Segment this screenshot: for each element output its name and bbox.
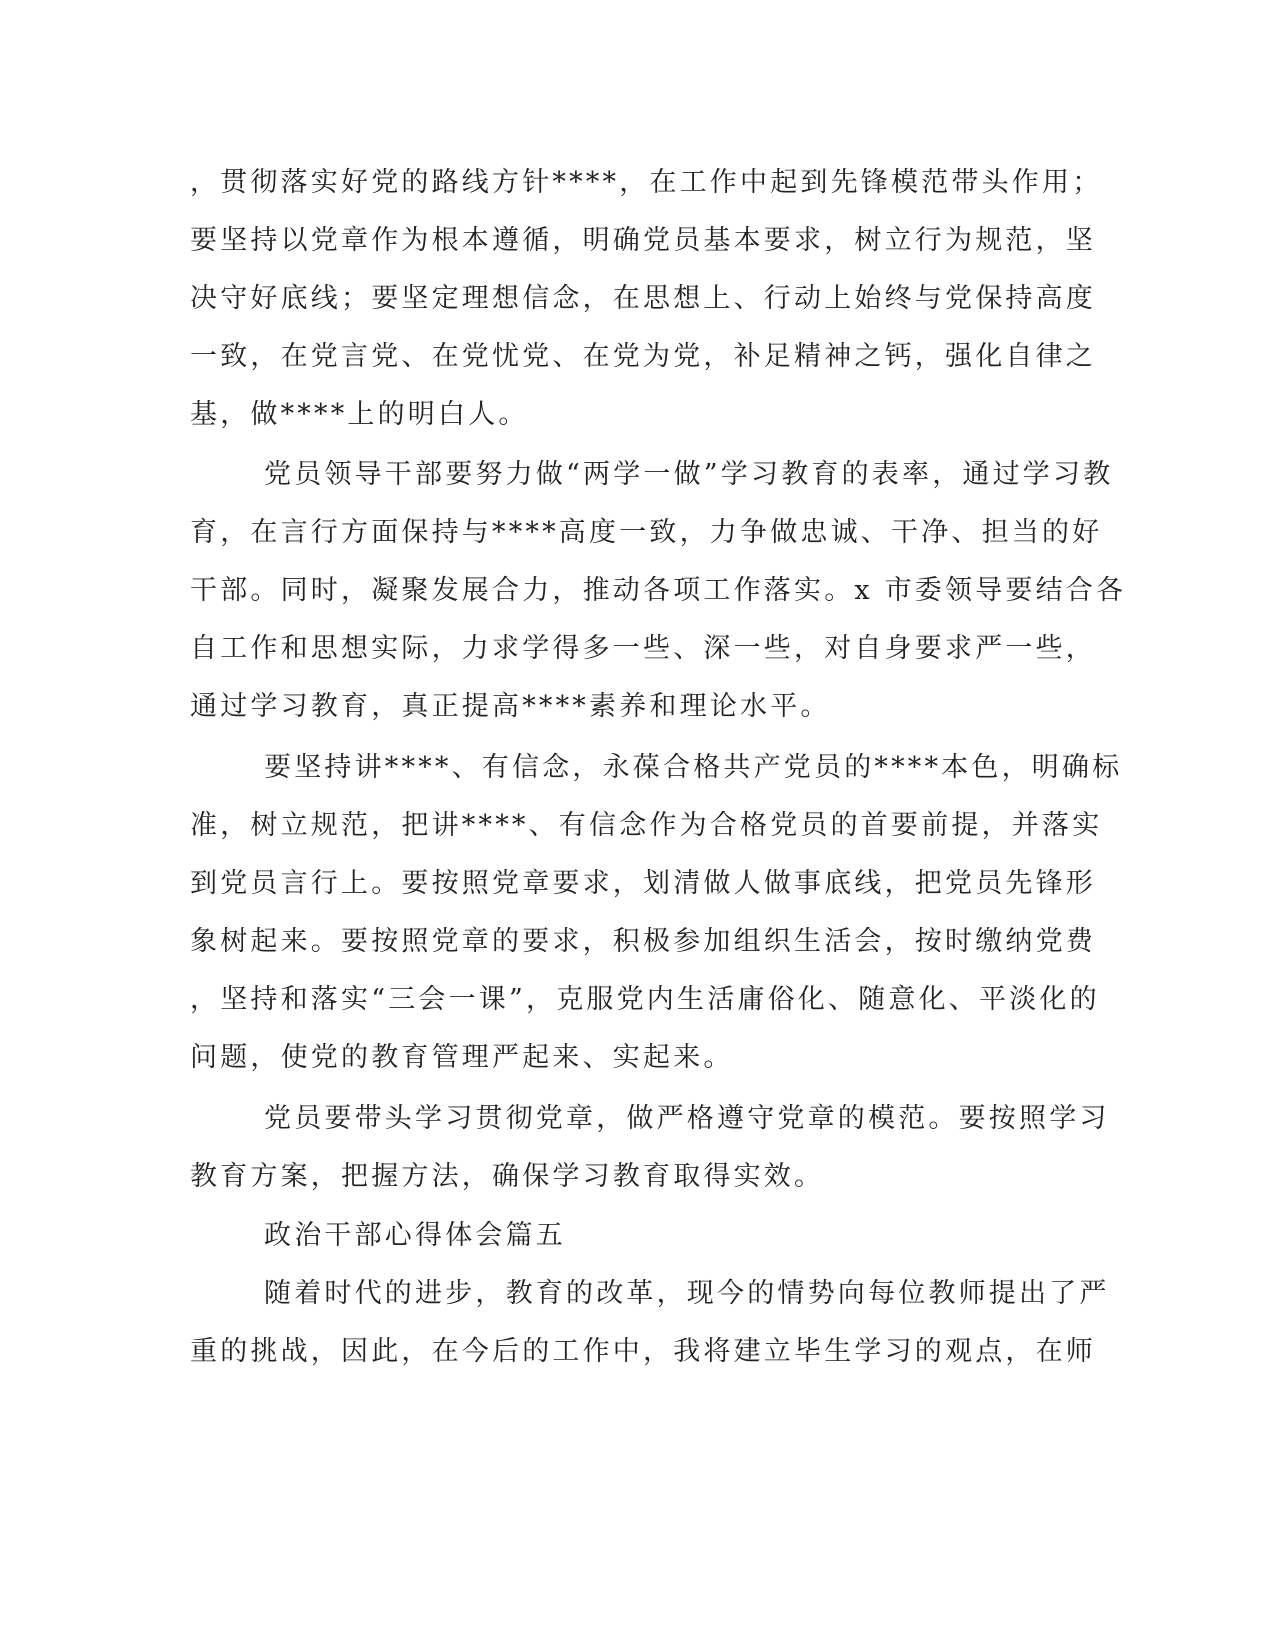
text-line-9: 自工作和思想实际，力求学得多一些、深一些，对自身要求严一些， <box>190 633 1096 664</box>
text-line-20: 随着时代的进步，教育的改革，现今的情势向每位教师提出了严 <box>264 1278 1110 1309</box>
text-line-21: 重的挑战，因此，在今后的工作中，我将建立毕生学习的观点，在师 <box>190 1336 1096 1367</box>
text-line-11: 要坚持讲****、有信念，永葆合格共产党员的****本色，明确标 <box>264 752 1123 783</box>
text-line-1: ，贯彻落实好党的路线方针****，在工作中起到先锋模范带头作用； <box>190 167 1103 198</box>
text-line-16: 问题，使党的教育管理严起来、实起来。 <box>190 1042 734 1073</box>
text-line-13: 到党员言行上。要按照党章要求，划清做人做事底线，把党员先锋形 <box>190 868 1096 899</box>
text-line-14: 象树起来。要按照党章的要求，积极参加组织生活会，按时缴纳党费 <box>190 926 1096 957</box>
text-line-6: 党员领导干部要努力做“两学一做”学习教育的表率，通过学习教 <box>264 459 1114 490</box>
text-line-10: 通过学习教育，真正提高****素养和理论水平。 <box>190 691 831 722</box>
text-line-8: 干部。同时，凝聚发展合力，推动各项工作落实。x 市委领导要结合各 <box>190 575 1127 606</box>
section-heading: 政治干部心得体会篇五 <box>264 1220 566 1251</box>
text-line-17: 党员要带头学习贯彻党章，做严格遵守党章的模范。要按照学习 <box>264 1103 1110 1134</box>
text-line-18: 教育方案，把握方法，确保学习教育取得实效。 <box>190 1161 825 1192</box>
text-line-7: 育，在言行方面保持与****高度一致，力争做忠诚、干净、担当的好 <box>190 517 1103 548</box>
text-line-15: ，坚持和落实“三会一课”，克服党内生活庸俗化、随意化、平淡化的 <box>190 984 1100 1015</box>
text-line-2: 要坚持以党章作为根本遵循，明确党员基本要求，树立行为规范，坚 <box>190 225 1096 256</box>
text-line-12: 准，树立规范，把讲****、有信念作为合格党员的首要前提，并落实 <box>190 810 1103 841</box>
text-line-4: 一致，在党言党、在党忧党、在党为党，补足精神之钙，强化自律之 <box>190 341 1096 372</box>
text-line-3: 决守好底线；要坚定理想信念，在思想上、行动上始终与党保持高度 <box>190 283 1096 314</box>
text-line-5: 基，做****上的明白人。 <box>190 399 529 430</box>
